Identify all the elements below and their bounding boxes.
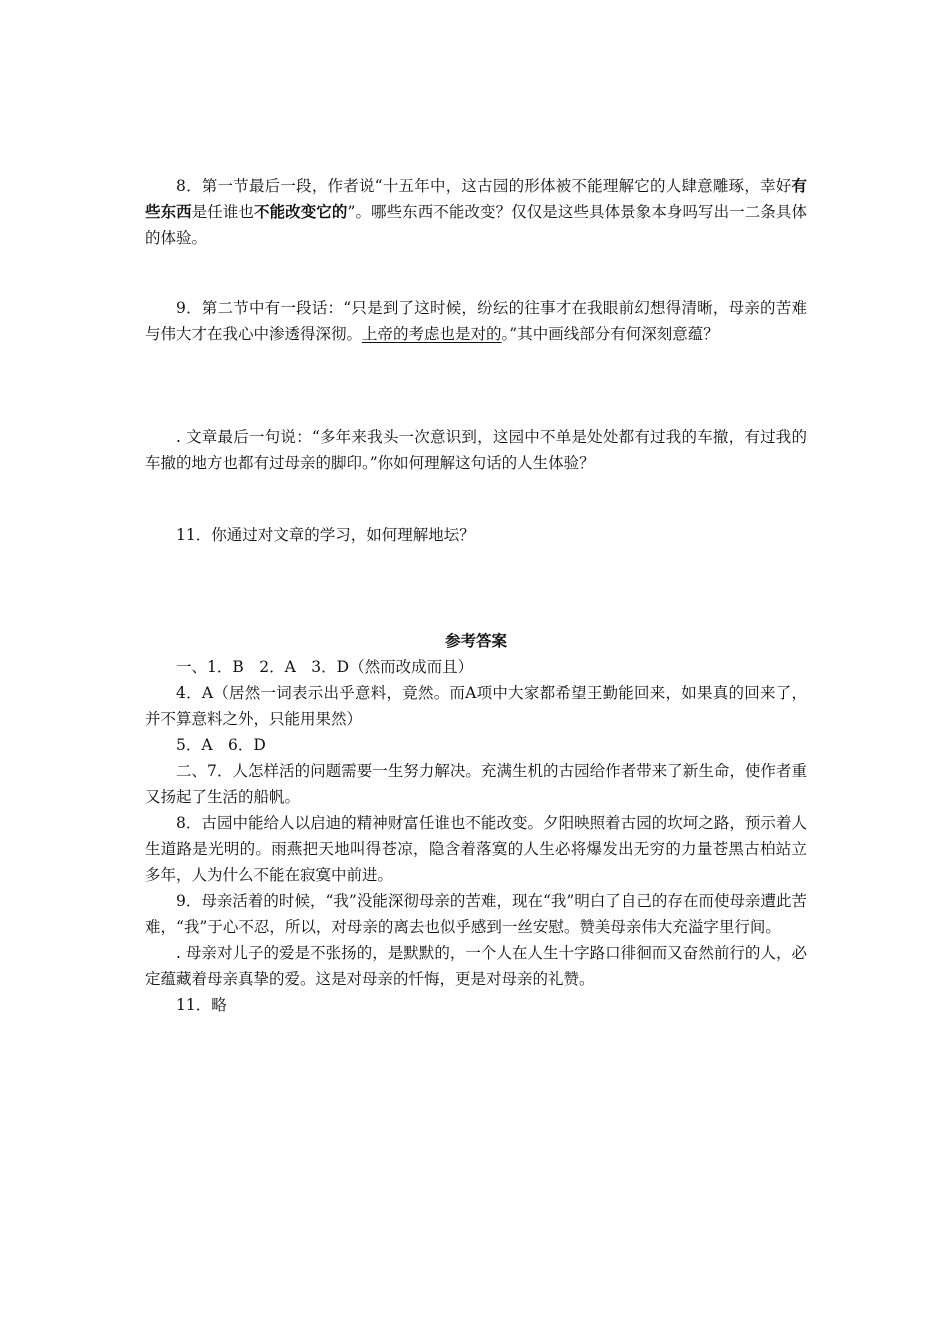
question-8-part-3: ”。哪些东西不能改变？仅仅是这些具体景象本身吗写出一二条具体的体验。 bbox=[145, 203, 807, 247]
question-10-text: . 文章最后一句说：“多年来我头一次意识到，这园中不单是处处都有过我的车撤，有过我的车撤的地方也都有过母亲的脚印。”你如何理解这句话的人生体验？ bbox=[145, 428, 807, 472]
answers-list bbox=[145, 654, 807, 1018]
answer-10: . 母亲对儿子的爱是不张扬的，是默默的，一个人在人生十字路口徘徊而又奋然前行的人，必定蕴藏着母亲真挚的爱。这是对母亲的忏悔，更是对母亲的礼赞。 bbox=[145, 944, 807, 988]
question-9-text bbox=[145, 295, 807, 347]
answers-heading: 参考答案 bbox=[444, 631, 507, 650]
question-9-underlined: 上帝的考虑也是对的 bbox=[362, 325, 502, 343]
question-11 bbox=[145, 522, 807, 548]
question-8-part-1: 8．第一节最后一段，作者说“十五年中，这古园的形体被不能理解它的人肆意雕琢，幸好 bbox=[176, 177, 792, 195]
answer-8: 8．古园中能给人以启迪的精神财富任谁也不能改变。夕阳映照着古园的坎坷之路，预示着人生道路是光明的。雨燕把天地叫得苍凉，隐含着落寞的人生必将爆发出无穷的力量苍黑古柏站立多年，人为什么不能在寂寞中前进。 bbox=[145, 814, 807, 884]
question-9-part-2: 。”其中画线部分有何深刻意蕴？ bbox=[501, 325, 719, 343]
question-8-text bbox=[145, 173, 807, 251]
question-8-bold-1: 有些东西 bbox=[145, 176, 807, 221]
answer-9: 9．母亲活着的时候，“我”没能深彻母亲的苦难，现在“我”明白了自己的存在而使母亲遭此苦难，“我”于心不忍，所以，对母亲的离去也似乎感到一丝安慰。赞美母亲伟大充溢字里行间。 bbox=[145, 892, 807, 936]
answer-11: 11．略 bbox=[176, 996, 227, 1014]
question-11-text: 11．你通过对文章的学习，如何理解地坛？ bbox=[176, 526, 475, 544]
question-9-part-1: 9．第二节中有一段话：“只是到了这时候，纷纭的往事才在我眼前幻想得清晰，母亲的苦难与伟大才在我心中渗透得深彻。 bbox=[145, 299, 807, 343]
answer-1-3: 一、1．B 2．A 3．D（然而改成而且） bbox=[176, 658, 474, 676]
question-8-bold-2: 不能改变它的 bbox=[254, 202, 348, 221]
question-9 bbox=[145, 295, 807, 347]
question-8-part-2: 是任谁也 bbox=[191, 203, 255, 221]
answer-7: 二、7．人怎样活的问题需要一生努力解决。充满生机的古园给作者带来了新生命，使作者重又扬起了生活的船帆。 bbox=[145, 762, 807, 806]
answer-5-6: 5．A 6．D bbox=[176, 736, 266, 754]
question-8 bbox=[145, 173, 807, 251]
answer-4: 4．A（居然一词表示出乎意料，竟然。而A项中大家都希望王勤能回来，如果真的回来了，并不算意料之外，只能用果然） bbox=[145, 684, 807, 728]
question-10 bbox=[145, 424, 807, 476]
